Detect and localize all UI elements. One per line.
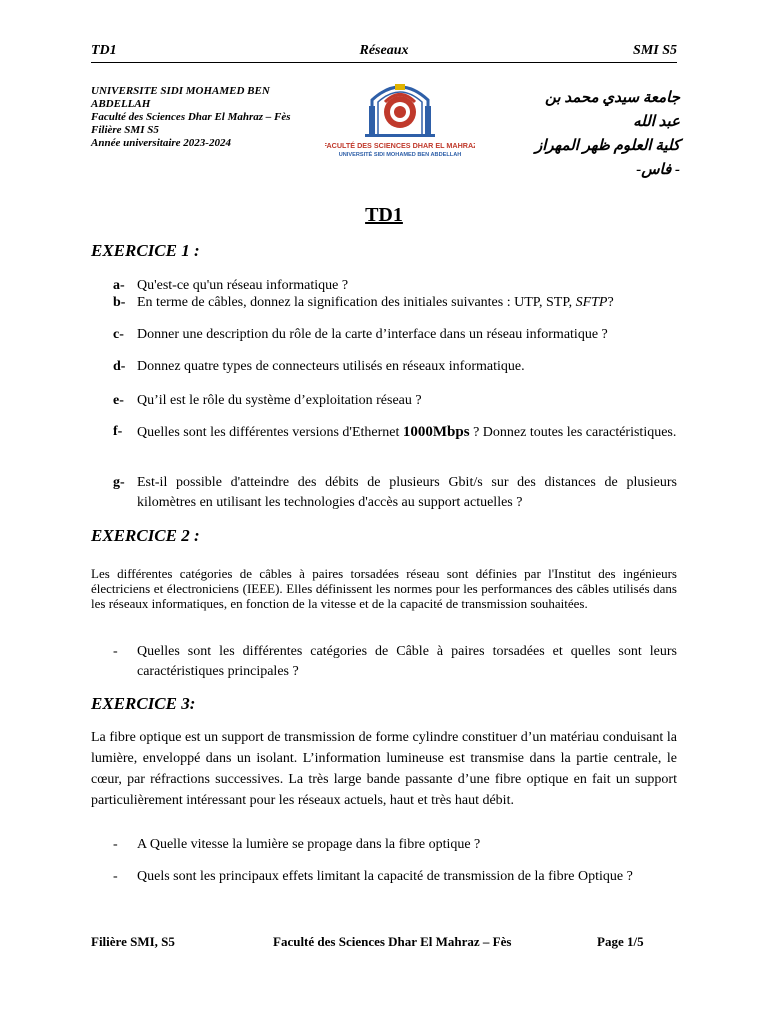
- exercise3-heading: EXERCICE 3:: [91, 694, 196, 713]
- question-letter: b-: [113, 295, 126, 310]
- exercise1-heading: EXERCICE 1 :: [91, 241, 200, 260]
- question-text: Donnez quatre types de connecteurs utilisés en réseaux informatique.: [137, 359, 525, 374]
- question-letter: g-: [113, 475, 125, 490]
- question-text-bold: 1000Mbps: [402, 424, 470, 440]
- question-text: Quels sont les principaux effets limitant la capacité de transmission de la fibre Optique ?: [137, 869, 633, 884]
- arabic-line: جامعة سيدي محمد بن عبد الله: [545, 90, 680, 130]
- question-letter: f-: [113, 424, 123, 439]
- question-text: Est-il possible d'atteindre des débits de plusieurs Gbit/s sur des distances de plusieurs kilomètres en utilisant les technologies d'accès au support actuelles ?: [137, 475, 677, 510]
- question-letter: e-: [113, 393, 124, 408]
- question-letter: d-: [113, 359, 126, 374]
- bullet-dash: -: [113, 644, 118, 659]
- page-title: TD1: [365, 204, 403, 226]
- exercise2-heading: EXERCICE 2 :: [91, 526, 200, 545]
- question-b: [91, 293, 677, 313]
- institution-line: Année universitaire 2023-2024: [91, 137, 231, 149]
- arabic-line: - فاس-: [636, 162, 680, 178]
- question-text: Qu'est-ce qu'un réseau informatique ?: [137, 278, 349, 293]
- question-text-italic: SFTP: [575, 295, 608, 310]
- question-text: Qu’il est le rôle du système d’exploitation réseau ?: [137, 393, 422, 408]
- question-letter: a-: [113, 278, 125, 293]
- institution-block: [91, 85, 321, 150]
- header-center: Réseaux: [359, 43, 409, 58]
- logo-name: FACULTÉ DES SCIENCES DHAR EL MAHRAZ: [325, 141, 475, 150]
- question-text: A Quelle vitesse la lumière se propage dans la fibre optique ?: [137, 837, 481, 852]
- question-text: Quelles sont les différentes catégories de Câble à paires torsadées et quelles sont leurs caractéristiques principales ?: [137, 644, 677, 679]
- arabic-institution-block: [520, 86, 680, 182]
- question-text-end: ?: [607, 295, 614, 310]
- question-f: [91, 422, 677, 442]
- question-text: Donner une description du rôle de la carte d’interface dans un réseau informatique ?: [137, 327, 608, 342]
- faculty-logo: [325, 72, 475, 162]
- footer-center: Faculté des Sciences Dhar El Mahraz – Fès: [273, 934, 512, 949]
- question-text: [137, 293, 677, 313]
- question-text-main: En terme de câbles, donnez la signification des initiales suivantes : UTP, STP,: [137, 295, 576, 310]
- footer-page-number: Page 1/5: [597, 934, 644, 949]
- logo-subname: UNIVERSITÉ SIDI MOHAMED BEN ABDELLAH: [338, 152, 462, 158]
- question-c: [91, 325, 677, 345]
- exercise3-paragraph: La fibre optique est un support de transmission de forme cylindre constituer d’un matériau conduisant la lumière, enveloppé dans un isolant. L’information lumineuse est transmise dans la partie centrale, le cœur, par réfractions successives. La très large bande passante d’une fibre optique en fait un support particulièrement intéressant pour les réseaux actuels, haut et très haut débit.: [91, 730, 677, 808]
- arabic-line: كلية العلوم ظهر المهراز: [534, 138, 680, 154]
- institution-line: Faculté des Sciences Dhar El Mahraz – Fès: [91, 111, 291, 123]
- question-text-main: Quelles sont les différentes versions d'Ethernet: [137, 425, 403, 440]
- bullet-dash: -: [113, 869, 118, 884]
- institution-line: Filière SMI S5: [91, 124, 159, 136]
- header-right: SMI S5: [633, 43, 677, 58]
- header-left: TD1: [91, 43, 117, 58]
- exercise2-paragraph: Les différentes catégories de câbles à paires torsadées réseau sont définies par l'Institut des ingénieurs électriciens et électroniciens (IEEE). Elles définissent les normes pour les performances des câbles utilisés dans les réseaux informatiques, en fonction de la vitesse et de la capacité de transmission souhaitées.: [91, 566, 677, 611]
- question-text-end: ? Donnez toutes les caractéristiques.: [469, 425, 677, 440]
- question-text: [137, 422, 677, 443]
- institution-line: ABDELLAH: [91, 98, 151, 110]
- question-e: [91, 391, 677, 411]
- institution-line: UNIVERSITE SIDI MOHAMED BEN: [91, 85, 270, 97]
- question-d: [91, 357, 677, 377]
- header-divider: [91, 62, 677, 63]
- faculty-emblem-icon: [325, 72, 475, 162]
- footer-left: Filière SMI, S5: [91, 934, 175, 949]
- question-letter: c-: [113, 327, 124, 342]
- question-g: [91, 473, 677, 510]
- bullet-dash: -: [113, 837, 118, 852]
